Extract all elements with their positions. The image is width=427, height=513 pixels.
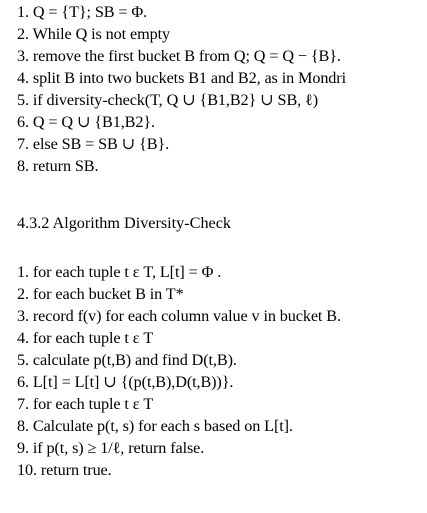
algorithm-2-line-2: 2. for each bucket B in T*	[17, 285, 184, 303]
algorithm-1-line-1: 1. Q = {T}; SB = Φ.	[17, 3, 148, 21]
algorithm-1-line-7: 7. else SB = SB ∪ {B}.	[17, 135, 170, 153]
algorithm-1-listing	[17, 1, 427, 177]
section-heading: 4.3.2 Algorithm Diversity-Check	[17, 214, 232, 232]
algorithm-1-line-8: 8. return SB.	[17, 157, 99, 175]
algorithm-2-line-8: 8. Calculate p(t, s) for each s based on L[t].	[17, 417, 293, 435]
algorithm-2-line-9: 9. if p(t, s) ≥ 1/ℓ, return false.	[17, 439, 205, 457]
algorithm-1-line-6: 6. Q = Q ∪ {B1,B2}.	[17, 113, 155, 131]
algorithm-2-line-7: 7. for each tuple t ε T	[17, 395, 154, 413]
algorithm-2-line-4: 4. for each tuple t ε T	[17, 329, 154, 347]
algorithm-2-listing	[17, 261, 427, 481]
algorithm-2-line-10: 10. return true.	[17, 461, 112, 479]
algorithm-1-line-2: 2. While Q is not empty	[17, 25, 170, 43]
algorithm-1-line-3: 3. remove the first bucket B from Q; Q = Q − {B}.	[17, 47, 341, 65]
algorithm-2-line-3: 3. record f(v) for each column value v in bucket B.	[17, 307, 341, 325]
algorithm-2-line-6: 6. L[t] = L[t] ∪ {(p(t,B),D(t,B))}.	[17, 373, 234, 391]
algorithm-1-line-5: 5. if diversity-check(T, Q ∪ {B1,B2} ∪ SB, ℓ)	[17, 91, 318, 109]
algorithm-2-line-1: 1. for each tuple t ε T, L[t] = Φ .	[17, 263, 222, 281]
algorithm-1-line-4: 4. split B into two buckets B1 and B2, as in Mondri	[17, 69, 346, 87]
algorithm-2-line-5: 5. calculate p(t,B) and find D(t,B).	[17, 351, 237, 369]
